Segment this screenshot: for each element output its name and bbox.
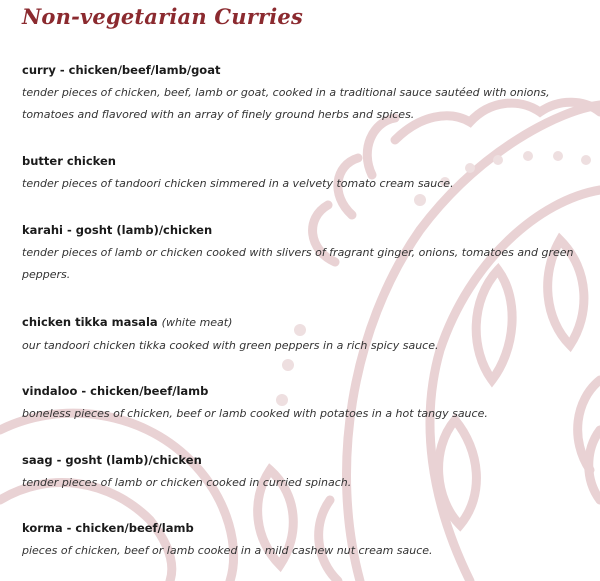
menu-item (22, 314, 582, 357)
item-description: tender pieces of chicken, beef, lamb or goat, cooked in a traditional sauce sautéed with onions, tomatoes and flavored with an array of finely ground herbs and spices. (22, 86, 550, 121)
item-name: curry - chicken/beef/lamb/goat (22, 63, 221, 77)
item-description: tender pieces of lamb or chicken cooked in curried spinach. (22, 476, 352, 489)
item-name-text: chicken tikka masala (22, 315, 158, 329)
item-description: tender pieces of tandoori chicken simmered in a velvety tomato cream sauce. (22, 177, 454, 190)
item-name: korma - chicken/beef/lamb (22, 521, 194, 535)
item-description: boneless pieces of chicken, beef or lamb cooked with potatoes in a hot tangy sauce. (22, 407, 488, 420)
item-name: saag - gosht (lamb)/chicken (22, 453, 202, 467)
item-name (22, 314, 582, 331)
menu-item (22, 153, 582, 195)
item-description: pieces of chicken, beef or lamb cooked in a mild cashew nut cream sauce. (22, 544, 433, 557)
item-name: vindaloo - chicken/beef/lamb (22, 384, 209, 398)
menu-item (22, 62, 582, 126)
menu-item (22, 520, 582, 562)
item-description: our tandoori chicken tikka cooked with green peppers in a rich spicy sauce. (22, 339, 439, 352)
item-name: karahi - gosht (lamb)/chicken (22, 223, 213, 237)
item-note: (white meat) (161, 316, 233, 329)
menu-item (22, 383, 582, 425)
menu-item (22, 452, 582, 494)
menu-item (22, 222, 582, 286)
item-description: tender pieces of lamb or chicken cooked with slivers of fragrant ginger, onions, tomatoes and green peppers. (22, 246, 574, 281)
section-title: Non-vegetarian Curries (22, 4, 303, 29)
item-name: butter chicken (22, 154, 116, 168)
